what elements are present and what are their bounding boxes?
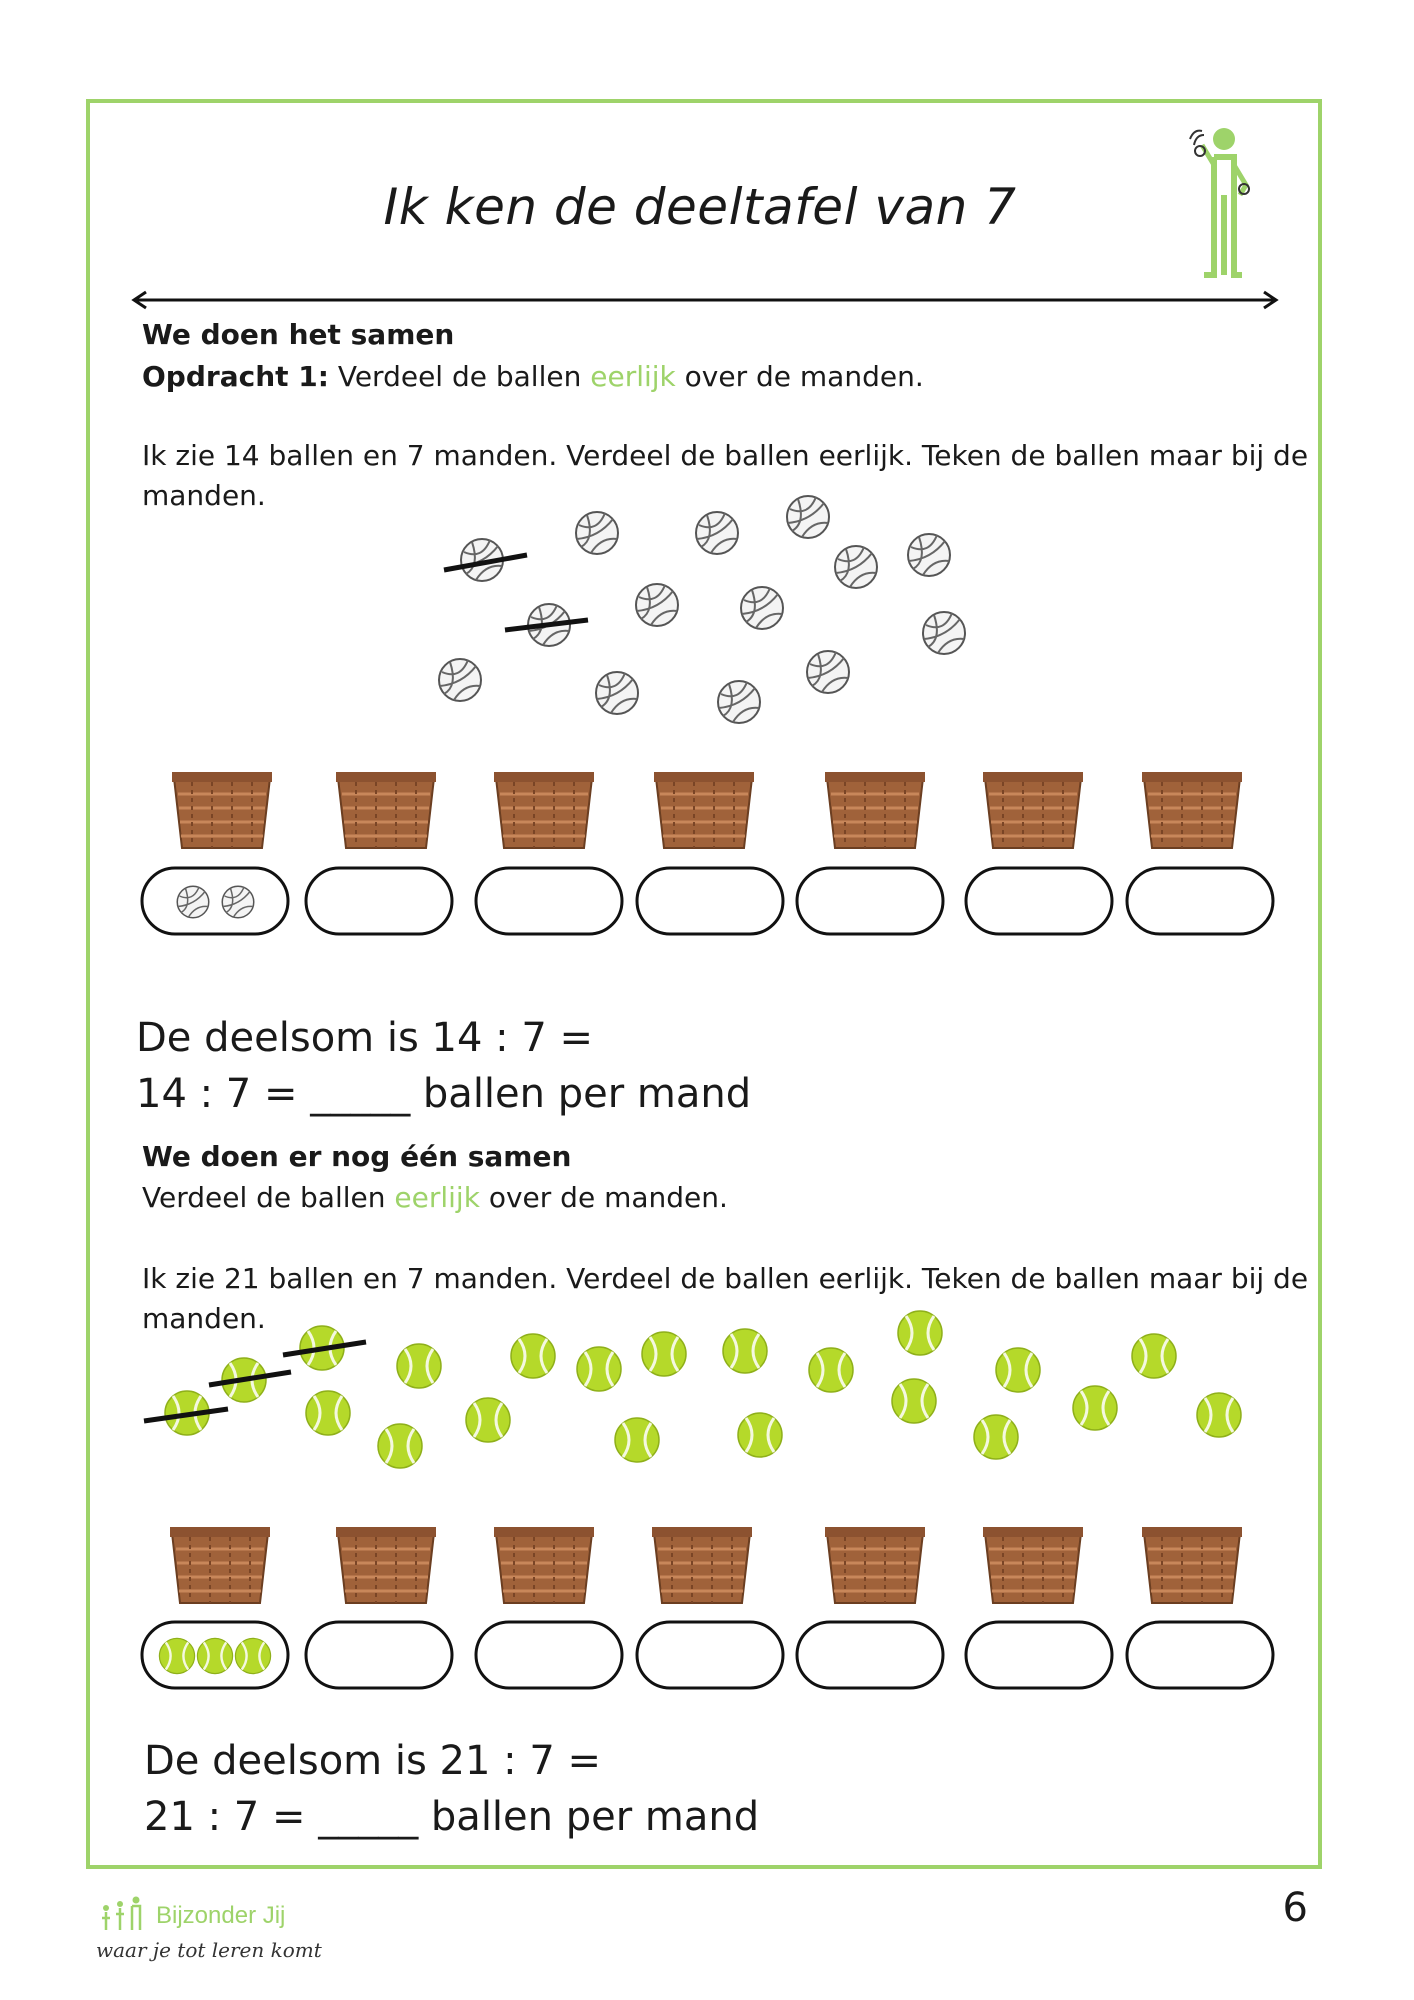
tennis-ball-icon bbox=[378, 1424, 422, 1468]
basket-icon bbox=[494, 1527, 594, 1603]
task-text-post: over de manden. bbox=[675, 360, 924, 393]
answer-box bbox=[476, 1622, 622, 1688]
section1-sum-line2: 14 : 7 = _____ ballen per mand bbox=[136, 1071, 752, 1117]
tennis-ball-icon bbox=[1132, 1334, 1176, 1378]
section1-heading: We doen het samen bbox=[142, 318, 455, 351]
footer-tagline: waar je tot leren komt bbox=[96, 1938, 322, 1962]
page-number: 6 bbox=[1282, 1885, 1308, 1931]
answer-box bbox=[306, 1622, 452, 1688]
answer-boxes-row-2 bbox=[0, 1620, 1414, 1692]
tennis-ball-icon bbox=[1073, 1386, 1117, 1430]
tennis-ball-icon bbox=[511, 1334, 555, 1378]
task-text-post: over de manden. bbox=[479, 1181, 728, 1214]
tennis-ball-icon bbox=[306, 1391, 350, 1435]
tennis-ball-icon bbox=[197, 1638, 232, 1673]
basket-icon bbox=[336, 1527, 436, 1603]
section2-sum-line1: De deelsom is 21 : 7 = bbox=[144, 1738, 601, 1784]
tennis-ball-icon bbox=[738, 1413, 782, 1457]
tennis-ball-icon bbox=[809, 1348, 853, 1392]
tennis-ball-icon bbox=[723, 1329, 767, 1373]
footer-logo bbox=[96, 1894, 336, 1974]
page-title: Ik ken de deeltafel van 7 bbox=[383, 178, 1017, 236]
section1-sum-line1: De deelsom is 14 : 7 = bbox=[136, 1015, 593, 1061]
section2-heading: We doen er nog één samen bbox=[142, 1140, 572, 1173]
basket-icon bbox=[825, 1527, 925, 1603]
tennis-ball-icon bbox=[466, 1398, 510, 1442]
task-text-pre: Verdeel de ballen bbox=[328, 360, 591, 393]
tennis-ball-icon bbox=[1197, 1393, 1241, 1437]
tennis-ball-icon bbox=[577, 1347, 621, 1391]
tennis-ball-icon bbox=[892, 1379, 936, 1423]
tennis-ball-icon bbox=[996, 1348, 1040, 1392]
task-label: Opdracht 1: bbox=[142, 360, 329, 393]
section2-instruction-line1: Ik zie 21 ballen en 7 manden. Verdeel de ballen eerlijk. Teken de ballen maar bij de bbox=[142, 1262, 1309, 1295]
basket-icon bbox=[983, 1527, 1083, 1603]
basket-icon bbox=[170, 1527, 270, 1603]
answer-box bbox=[1127, 1622, 1273, 1688]
section1-instruction-line2: manden. bbox=[142, 479, 266, 512]
answer-box bbox=[966, 1622, 1112, 1688]
answer-box bbox=[797, 1622, 943, 1688]
baskets-row-2 bbox=[0, 1525, 1414, 1605]
logo-figures-icon bbox=[96, 1894, 156, 1934]
task-text-pre: Verdeel de ballen bbox=[142, 1181, 395, 1214]
tennis-ball-icon bbox=[159, 1638, 194, 1673]
tennis-ball-icon bbox=[642, 1332, 686, 1376]
basket-icon bbox=[652, 1527, 752, 1603]
tennis-ball-icon bbox=[235, 1638, 270, 1673]
footer-brand: Bijzonder Jij bbox=[156, 1902, 286, 1929]
section1-instruction-line1: Ik zie 14 ballen en 7 manden. Verdeel de ballen eerlijk. Teken de ballen maar bij de bbox=[142, 439, 1309, 472]
basket-icon bbox=[1142, 1527, 1242, 1603]
task-highlight: eerlijk bbox=[590, 360, 676, 393]
section2-instruction-line2: manden. bbox=[142, 1302, 266, 1335]
task-highlight: eerlijk bbox=[394, 1181, 480, 1214]
tennis-ball-icon bbox=[974, 1415, 1018, 1459]
tennis-ball-icon bbox=[615, 1418, 659, 1462]
section2-sum-line2: 21 : 7 = _____ ballen per mand bbox=[144, 1794, 760, 1840]
tennis-ball-icon bbox=[898, 1311, 942, 1355]
answer-box bbox=[637, 1622, 783, 1688]
tennis-ball-icon bbox=[397, 1344, 441, 1388]
